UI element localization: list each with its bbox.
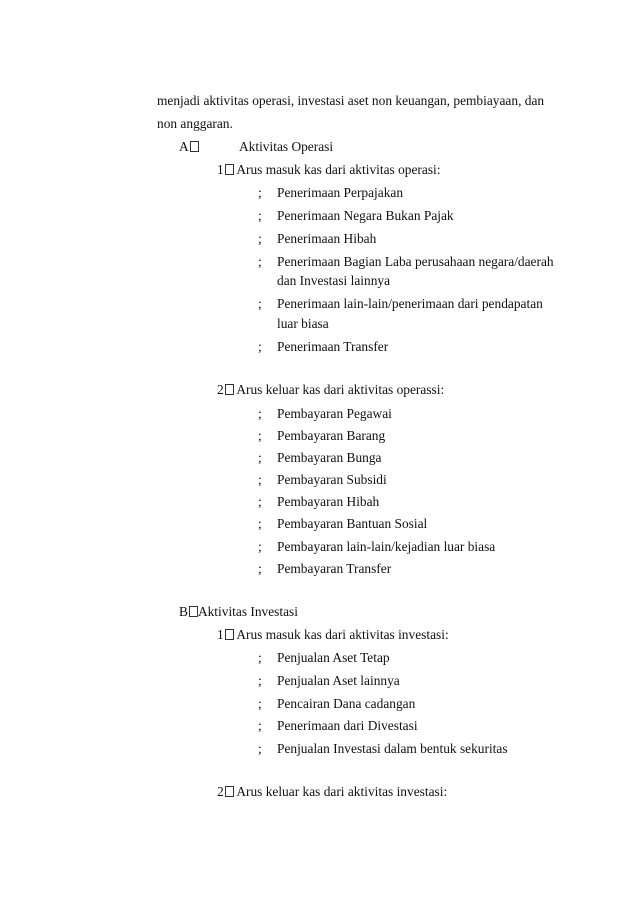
- bullet: ;: [258, 339, 262, 354]
- missing-glyph-icon: [225, 384, 234, 395]
- list-item: Pembayaran Hibah: [277, 494, 380, 509]
- bullet: ;: [258, 185, 262, 200]
- group-number: 2: [217, 382, 224, 397]
- group-title: Arus keluar kas dari aktivitas operassi:: [236, 382, 445, 397]
- bullet: ;: [258, 406, 262, 421]
- group-title: Arus masuk kas dari aktivitas operasi:: [236, 162, 441, 177]
- list-item: Pembayaran lain-lain/kejadian luar biasa: [277, 539, 496, 554]
- list-item-continuation: luar biasa: [277, 316, 329, 331]
- missing-glyph-icon: [225, 786, 234, 797]
- list-item: Pembayaran Pegawai: [277, 406, 392, 421]
- group-number: 1: [217, 627, 224, 642]
- section-b-letter: B: [179, 604, 188, 619]
- list-item: Penerimaan Bagian Laba perusahaan negara/daerah: [277, 254, 554, 269]
- list-item: Penerimaan dari Divestasi: [277, 718, 418, 733]
- bullet: ;: [258, 296, 262, 311]
- bullet: ;: [258, 718, 262, 733]
- intro-line-2: non anggaran.: [157, 116, 233, 131]
- intro-line-1: menjadi aktivitas operasi, investasi aset non keuangan, pembiayaan, dan: [157, 93, 545, 108]
- list-item: Pencairan Dana cadangan: [277, 696, 416, 711]
- group-number: 2: [217, 784, 224, 799]
- group-b1-heading: [217, 627, 449, 643]
- group-number: 1: [217, 162, 224, 177]
- list-item: Penerimaan Perpajakan: [277, 185, 404, 200]
- bullet: ;: [258, 741, 262, 756]
- list-item: Pembayaran Barang: [277, 428, 386, 443]
- list-item: Penjualan Aset lainnya: [277, 673, 400, 688]
- bullet: ;: [258, 254, 262, 269]
- group-title: Arus keluar kas dari aktivitas investasi:: [236, 784, 448, 799]
- bullet: ;: [258, 650, 262, 665]
- section-b-title: Aktivitas Investasi: [197, 604, 298, 619]
- list-item: Pembayaran Bunga: [277, 450, 382, 465]
- section-a-marker: [179, 139, 199, 155]
- section-a-title: Aktivitas Operasi: [239, 139, 334, 154]
- bullet: ;: [258, 673, 262, 688]
- bullet: ;: [258, 208, 262, 223]
- bullet: ;: [258, 231, 262, 246]
- section-b-heading: [179, 604, 298, 620]
- group-a1-heading: [217, 162, 440, 178]
- list-item: Penerimaan lain-lain/penerimaan dari pendapatan: [277, 296, 543, 311]
- list-item: Penjualan Aset Tetap: [277, 650, 390, 665]
- group-title: Arus masuk kas dari aktivitas investasi:: [236, 627, 449, 642]
- bullet: ;: [258, 539, 262, 554]
- bullet: ;: [258, 516, 262, 531]
- bullet: ;: [258, 561, 262, 576]
- bullet: ;: [258, 428, 262, 443]
- list-item-continuation: dan Investasi lainnya: [277, 273, 391, 288]
- bullet: ;: [258, 696, 262, 711]
- list-item: Pembayaran Transfer: [277, 561, 392, 576]
- bullet: ;: [258, 450, 262, 465]
- list-item: Penerimaan Transfer: [277, 339, 389, 354]
- missing-glyph-icon: [225, 629, 234, 640]
- list-item: Pembayaran Subsidi: [277, 472, 387, 487]
- group-a2-heading: [217, 382, 444, 398]
- list-item: Penerimaan Negara Bukan Pajak: [277, 208, 454, 223]
- missing-glyph-icon: [189, 606, 198, 617]
- missing-glyph-icon: [225, 164, 234, 175]
- list-item: Penerimaan Hibah: [277, 231, 377, 246]
- bullet: ;: [258, 472, 262, 487]
- bullet: ;: [258, 494, 262, 509]
- group-b2-heading: [217, 784, 447, 800]
- list-item: Pembayaran Bantuan Sosial: [277, 516, 428, 531]
- section-a-letter: A: [179, 139, 189, 154]
- missing-glyph-icon: [190, 141, 199, 152]
- list-item: Penjualan Investasi dalam bentuk sekuritas: [277, 741, 508, 756]
